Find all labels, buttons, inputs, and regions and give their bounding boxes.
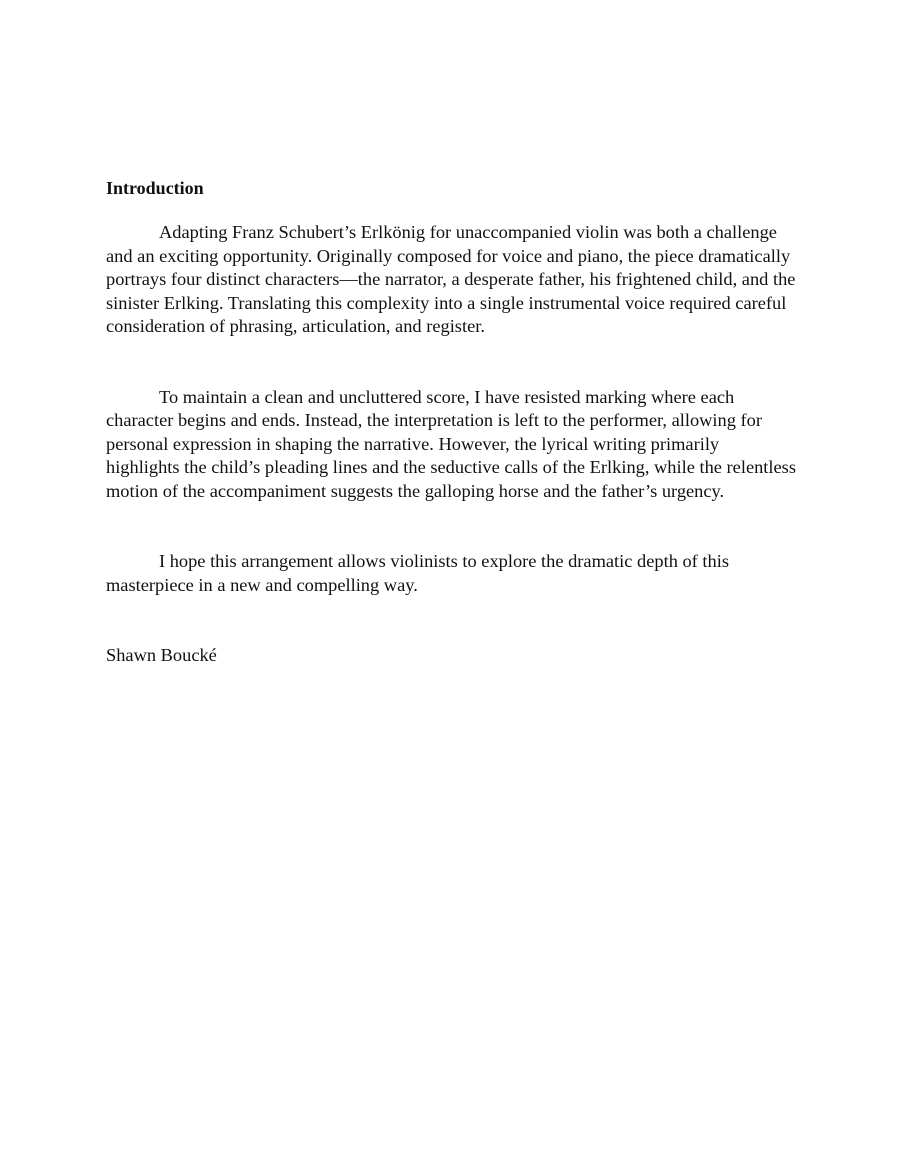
paragraph-adaptation: Adapting Franz Schubert’s Erlkönig for unaccompanied violin was both a challenge and an exciting opportunity. Originally composed for voice and piano, the piece dramatically portrays four distinct characters—the narrator, a desperate father, his frightened child, and the sinister Erlking. Translating this complexity into a single instrumental voice required careful consideration of phrasing, articulation, and register. — [106, 222, 796, 336]
paragraph-closing-hope: I hope this arrangement allows violinists to explore the dramatic depth of this masterpiece in a new and compelling way. — [106, 551, 729, 595]
paragraph-score-markings: To maintain a clean and uncluttered score, I have resisted marking where each character begins and ends. Instead, the interpretation is left to the performer, allowing for personal expression in shaping the narrative. However, the lyrical writing primarily highlights the child’s pleading lines and the seductive calls of the Erlking, while the relentless motion of the accompaniment suggests the galloping horse and the father’s urgency. — [106, 386, 796, 501]
section-heading: Introduction — [106, 178, 204, 198]
document-body — [106, 175, 796, 668]
author-signature: Shawn Boucké — [106, 645, 217, 665]
